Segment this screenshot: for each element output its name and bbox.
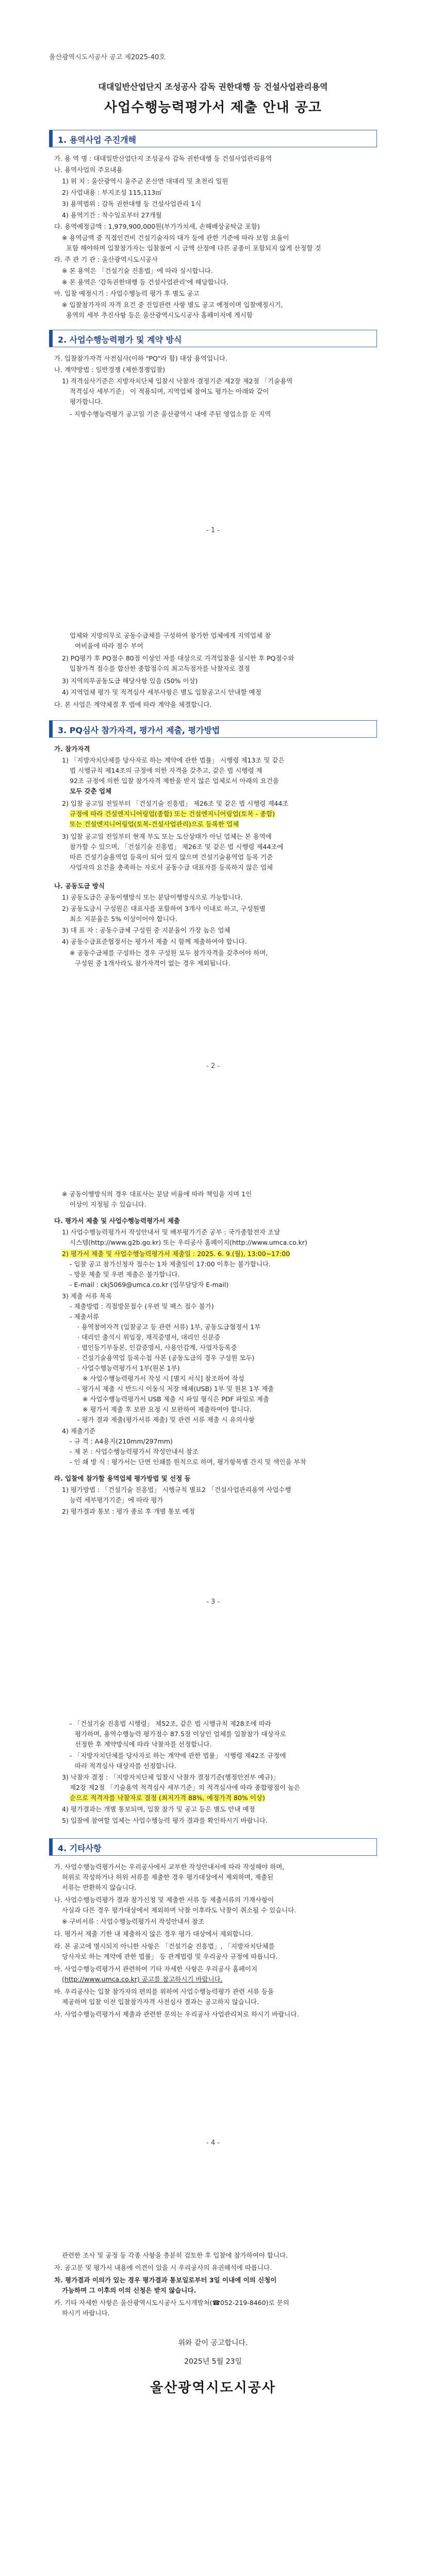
section-title: 4. 기타사항 (58, 1843, 102, 1853)
text-line: ※ 입찰참가자의 자격 요건 중 진입관련 사항 별도 공고 예정이며 입찰예정시기, (62, 301, 283, 309)
text-line: - 평가서 제출 시 반드시 이동식 저장 매체(USB) 1부 및 원본 1부 제출 (77, 1385, 274, 1393)
text-line: (http://www.umca.co.kr) 공고를 참고하시기 바랍니다. (62, 1975, 223, 1983)
highlighted-text: 순으로 적격자를 낙찰자로 결정 (최저가격 88%, 예정가격 80% 이상) (70, 1794, 265, 1802)
text-line: 법 시행규칙 제14조의 규정에 의한 자격을 갖추고, 같은 법 시행령 제 (70, 767, 263, 774)
text-line: - 방문 제출 및 우편 제출은 불가합니다. (70, 1270, 180, 1278)
text-line: - 지방수행능력평가 공고일 기준 울산광역시 내에 주된 영업소를 둔 지역 (70, 410, 271, 418)
text-line: 1) 적격심사기준은 지방자치단체 입찰시 낙찰자 결정기준 제2장 제2절 「기술용역 (62, 377, 293, 385)
text-line: 마. 사업수행능력평가서 관련하여 기타 자세한 사항은 우리공사 홈페이지 (54, 1965, 258, 1973)
text-line: 사. 사업수행능력평가서 제출과 관련한 문의는 우리공사 사업관리처로 하시기 바랍니다. (54, 2010, 299, 2018)
text-line: 따른 건설기술용역업 등록이 되어 있지 않으며 건설기술용역업 등록 기준 (70, 853, 273, 861)
page-number: - 2 - (206, 1062, 220, 1070)
text-line: 참가할 수 있으며, 「건설기술 진흥법」 제26조 및 같은 법 시행령 제44조에 (70, 843, 284, 851)
text-line: 자. 공고문 및 평가서 내용에 이견이 있을 시 우리공사의 유권해석에 따릅니다. (54, 2264, 272, 2272)
text-line: 다. 용역예정금액 : 1,979,900,000원(부가가치세, 손해배상공탁금 포함) (54, 223, 260, 230)
text-line: 나. 사업수행능력평가 결과 참가신청 및 제출한 서류 등 제출서류의 기재사항이 (54, 1896, 274, 1904)
text-line: 적격심사 세부기준」 이 적용되며, 지역업체 참여도 평가는 아래와 같이 (70, 387, 269, 395)
text-line: - 「지방자치단체를 당사자로 하는 계약에 관한 법률」 시행령 제42조 규정에 (70, 1752, 286, 1759)
text-line: 2) 공동도급시 구성원은 대표사를 포함하여 3개사 이내로 하고, 구성원별 (62, 905, 266, 912)
text-line: 1) 위 치 : 울산광역시 울주군 온산면 대대리 및 초천리 일원 (62, 177, 228, 185)
text-line: 가. 참가자격 (54, 745, 90, 753)
text-line: 사실과 다른 경우 평가대상에서 제외하며 낙찰 이후라도 낙찰이 취소될 수 있습니다. (62, 1906, 297, 1914)
text-line: 가. 용 역 명 : 대대일반산업단지 조성공사 감독 권한대행 등 건설사업관리용역 (54, 155, 272, 162)
text-line: 관련한 조사 및 공정 등 각종 사항을 충분히 검토한 후 입찰에 참가하여야 합니다. (62, 2251, 288, 2259)
text-line: 카. 기타 자세한 사항은 울산광역시도시공사 도시개발처(☎052-219-8460)로 문의 (54, 2299, 289, 2307)
text-line: 3) 용역범위 : 감독 권한대행 등 건설사업관리 1식 (62, 200, 202, 208)
text-line: 나. 계약방법 : 일반경쟁 (제한경쟁입찰) (54, 366, 165, 374)
text-line: · 건설기술용역업 등록수첩 사본 (공동도급의 경우 구성원 모두) (77, 1354, 255, 1362)
text-line: ※ 공동이행방식의 경우 대표사는 분담 비율에 따라 책임을 지며 1인 (62, 1190, 252, 1198)
text-line: 3) 지역의무공동도급 해당사항 있음 (50% 이상) (62, 677, 198, 685)
text-line: 1) 공동도급은 공동이행방식 또는 분담이행방식으로 가능합니다. (62, 893, 243, 901)
section-header-1 (49, 130, 377, 147)
section-header-3 (49, 720, 377, 738)
text-line: 4) 공동수급표준협정서는 평가서 제출 시 함께 제출하여야 합니다. (62, 938, 247, 945)
text-line: - 제출서류 (70, 1313, 99, 1320)
text-line: 평가합니다. (70, 398, 103, 405)
text-line: 2) 평가결과 통보 : 평가 종료 후 개별 통보 예정 (62, 1507, 195, 1515)
text-line: 당사자로 하는 계약에 관한 법률」 등 관계법령 및 우리공사 규정에 따릅니다. (62, 1953, 278, 1960)
text-line: 사업자의 요건을 충족하는 자로서 공동수급 대표자를 등록하지 않은 업체 (70, 863, 273, 871)
text-line: ※ 용역금액 중 직접인건비 건설기술자의 대가 등에 관한 기준에 따라 보험 요율이 (62, 234, 289, 242)
text-line: - 규 격 : A4용지(210mm/297mm) (70, 1437, 173, 1445)
text-line: 다. 평가서 제출 및 사업수행능력평가서 제출 (54, 1217, 180, 1225)
text-line (70, 810, 275, 818)
text-line: 최소 지분율은 5% 이상이어야 합니다. (70, 915, 177, 923)
page-number: - 3 - (206, 1598, 220, 1606)
text-line: - 인 쇄 방 식 : 평가서는 단면 인쇄를 원칙으로 하며, 평가항목별 간지 및 색인을 부착 (70, 1458, 306, 1466)
text-line: - 제출방법 : 직접방문접수 (우편 및 팩스 접수 불가) (70, 1302, 214, 1310)
text-line: 라. 주 관 기 관 : 울산광역시도시공사 (54, 256, 158, 263)
text-line: 4) 지역업체 평가 및 적격심사 세부사항은 별도 입찰공고시 안내할 예정 (62, 688, 261, 696)
text-line: 라. 입찰에 참가할 용역업체 평가방법 및 선정 등 (54, 1475, 191, 1482)
highlighted-text: 2) 평가서 제출 및 사업수행능력평가서 제출일 : 2025. 6. 9.(월), 13:00~17:00 (62, 1250, 290, 1258)
text-line: 1) 평가방법 : 「건설기술 진흥법」 시행규칙 별표2 「건설사업관리용역 사업수행 (62, 1486, 291, 1494)
text-line: 선정한 후 계약방식에 따라 낙찰자를 선정합니다. (75, 1740, 212, 1748)
text-line: 라. 본 공고에 명시되지 아니한 사항은 「건설기술 진흥법」, 「지방자치단체를 (54, 1942, 275, 1950)
text-line: 4) 용역기간 : 착수일로부터 27개월 (62, 211, 162, 219)
text-line: 능력 세부평가기준」에 따라 평가 (70, 1496, 163, 1504)
text-line: - 「건설기술 진흥법 시행령」 제52조, 같은 법 시행규칙 제28조에 따라 (70, 1720, 271, 1727)
text-line: 3) 입찰 공고일 전일부터 현재 부도 또는 도산상태가 아닌 업체는 본 용역에 (62, 833, 272, 840)
page-title: 사업수행능력평가서 제출 안내 공고 (104, 100, 322, 115)
text-line: 모두 갖춘 업체 (70, 787, 112, 795)
text-line: 3) 낙찰자 결정 : 「지방자치단체 입찰시 낙찰자 결정기준(행정안전부 예규)」 (62, 1773, 280, 1781)
section-bar (50, 330, 53, 347)
section-bar (50, 130, 53, 147)
text-line: ※ 사업수행능력평가서 USB 제출 시 파일 형식은 PDF 파일로 제출 (83, 1395, 269, 1403)
text-line: 2) PQ평가 후 PQ점수 80점 이상인 자를 대상으로 가격입찰을 실시한 후 PQ점수와 (62, 654, 294, 662)
text-line: 시스템(http://www.g2b.go.kr) 또는 우리공사 홈페이지(http://www.umca.co.kr) (70, 1239, 307, 1246)
page-number: - 4 - (206, 2139, 220, 2147)
project-subtitle: 대대일반산업단지 조성공사 감독 권한대행 등 건설사업관리용역 (98, 82, 328, 92)
text-line: 포함 해야하며 입찰참가자는 입찰참여 시 금액 산정에 다른 공종이 포함되지 않게 산정할 것 (66, 244, 321, 252)
text-line: 다. 본 사업은 계약체결 후 법에 따라 계약을 체결합니다. (54, 701, 212, 708)
text-line: 가능하며 그 이후의 이의 신청은 받지 않습니다. (62, 2286, 196, 2294)
text-line: 제2장 제2절 「기술용역 적격심사 세부기준」의 적격심사에 따라 종합평점이 높은 (70, 1784, 301, 1791)
text-line: ※ 구비서류 : 사업수행능력평가서 작성안내서 참조 (62, 1918, 205, 1925)
text-line: 이상이 지정될 수 있습니다. (70, 1200, 146, 1208)
signature-org: 울산광역시도시공사 (150, 2380, 276, 2396)
text-line: 5) 입찰에 참여할 업체는 사업수행능력 평가 결과를 확인하시기 바랍니다. (62, 1817, 268, 1824)
text-line: 92조 규정에 의한 입찰 참가자격 제한을 받지 않은 업체로서 아래의 요건을 (70, 777, 279, 785)
section-header-4 (49, 1838, 377, 1856)
text-line: 용역의 세부 추진사항 등은 울산광역시도시공사 홈페이지에 게시함 (66, 311, 253, 319)
text-line: 2) 입찰 공고일 전일부터 「건설기술 진흥법」 제26조 및 같은 법 시행령 제44조 (62, 800, 289, 807)
text-line: · 법인등기부등본, 인감증명서, 사용인감계, 사업자등록증 (77, 1344, 237, 1351)
text-line: 1) 사업수행능력평가서 작성안내서 및 배부평가기준 공부 : 국가종합전자 조달 (62, 1228, 281, 1236)
text-line: ※ 공동수급체를 구성하는 경우 구성원 모두 참가자격을 갖추어야 하며, (70, 949, 268, 957)
text-line: 입찰가격 점수를 합산한 종합점수의 최고득점자를 낙찰자로 결정 (70, 665, 250, 672)
doc-number: 울산광역시도시공사 공고 제2025-40호 (49, 54, 166, 61)
text-line: · 용역참여자격 (입찰공고 등 관련 서류) 1부, 공동도급협정서 1부 (77, 1323, 261, 1331)
text-line (70, 820, 239, 828)
text-line: 서류는 반환하지 않습니다. (62, 1884, 137, 1891)
text-line: - 평가 결과 제출(평가서류 제출) 및 관련 서류 제출 시 유의사항 (77, 1416, 255, 1423)
text-line: 차. 평가결과 이의가 있는 경우 평가결과 통보일로부터 3일 이내에 이의 신청이 (54, 2276, 277, 2284)
text-line (62, 1250, 290, 1258)
text-line: ※ 평가서 제출 후 보완 요청 시 보완하여 제출하여야 합니다. (83, 1405, 252, 1413)
text-line: 1) 「지방자치단체를 당사자로 하는 계약에 관한 법률」 시행령 제13조 및 같은 (62, 756, 285, 764)
text-line: 2) 사업내용 : 부지조성 115,113㎡ (62, 189, 162, 196)
text-line: 업체와 지방의무로 공동수급체를 구성하여 참가한 업체에게 지역업체 참 (70, 632, 271, 639)
text-line: 가. 입찰참가자격 사전심사(이하 "PQ"라 함) 대상 용역입니다. (54, 354, 228, 362)
section-title: 1. 용역사업 주진개해 (58, 135, 136, 145)
highlighted-text: 또는 건설엔지니어링업(토목-건설사업관리)으로 등록한 업체 (70, 820, 239, 828)
text-line: 하시기 바랍니다. (62, 2309, 110, 2317)
section-bar (50, 721, 53, 737)
section-title: 2. 사업수행능력평가 및 계약 방식 (58, 335, 182, 345)
text-line: · 대리인 출석시 위임장, 재직증명서, 대리인 신분증 (77, 1333, 221, 1341)
text-line: - E-mail : ckj5069@umca.co.kr (업무담당자 E-mail) (70, 1281, 229, 1289)
section-header-2 (49, 330, 377, 347)
highlighted-text: 규정에 따라 건설엔지니어링업(종합) 또는 건설엔지니어링업(토목 - 종합) (70, 810, 275, 818)
text-line: 따라 적격심사 대상자를 선정합니다. (75, 1762, 177, 1770)
text-line: 가. 사업수행능력평가서는 우리공사에서 교부한 작성안내서에 따라 작성해야 하며, (54, 1863, 285, 1871)
text-line: 마. 입찰 예정시기 : 사업수행능력 평가 후 별도 공고 (54, 290, 200, 297)
text-line: 4) 평가결과는 개별 통보되며, 입찰 참가 및 공고 등은 별도 안내 예정 (62, 1805, 255, 1813)
text-line: ※ 사업수행능력평가서 작성 시 [별지 서식] 참조하여 작성 (83, 1375, 244, 1382)
text-line: 나. 공동도급 방식 (54, 882, 105, 890)
text-line: 3) 대 표 자 : 공동수급체 구성원 중 지분율이 가장 높은 업체 (62, 926, 231, 934)
text-line: - 입찰 공고 참가신청자 접수는 1차 제출일이 17:00 이후는 불가합니다. (70, 1260, 271, 1268)
text-line: ※ 본 용역은 '감독권한대행 등 건설사업관리'에 해당합니다. (62, 278, 228, 286)
text-line: · 사업수행능력평가서 1부(원본 1부) (77, 1364, 180, 1372)
text-line: - 제 본 : 사업수행능력평가서 작성안내서 참조 (70, 1448, 199, 1455)
text-line (70, 1794, 265, 1802)
page-number: - 1 - (206, 527, 220, 534)
text-line: 3) 제출 서류 목록 (62, 1292, 112, 1300)
section-bar (50, 1839, 53, 1855)
text-line: 다. 평가서 제출 기한 내 제출하지 않은 경우 평가 대상에서 제외합니다. (54, 1930, 253, 1938)
text-line: 제공하며 입찰 이전 입찰참가자격 사전심사 결과는 공고하지 않습니다. (62, 1998, 259, 2006)
closing-statement: 위와 같이 공고합니다. (178, 2339, 248, 2347)
section-title: 3. PQ심사 참가자격, 평가서 제출, 평가방법 (58, 725, 220, 735)
signature-date: 2025년 5월 23일 (184, 2358, 242, 2366)
text-line: 나. 용역사업의 주요내용 (54, 166, 123, 174)
text-line: 평가하며, 용역수행능력 평가점수 87.5점 이상인 업체를 입찰참가 대상자로 (75, 1730, 286, 1738)
text-line: 구성원 중 1개사라도 참가자격이 없는 경우 제외됩니다. (75, 959, 231, 967)
text-line: 4) 제출기준 (62, 1427, 96, 1435)
text-line: ※ 본 용역은 「건설기술 진흥법」에 따라 실시합니다. (62, 267, 213, 275)
text-line: 허위로 작성하거나 허위 서류를 제출한 경우 평가대상에서 제외하며, 제출된 (62, 1873, 274, 1881)
text-line: 여비율에 따라 점수 부여 (75, 642, 143, 650)
text-line: 바. 우리공사는 입찰 참가자의 편의를 위하여 사업수행능력평가 관련 서류 등을 (54, 1988, 274, 1995)
